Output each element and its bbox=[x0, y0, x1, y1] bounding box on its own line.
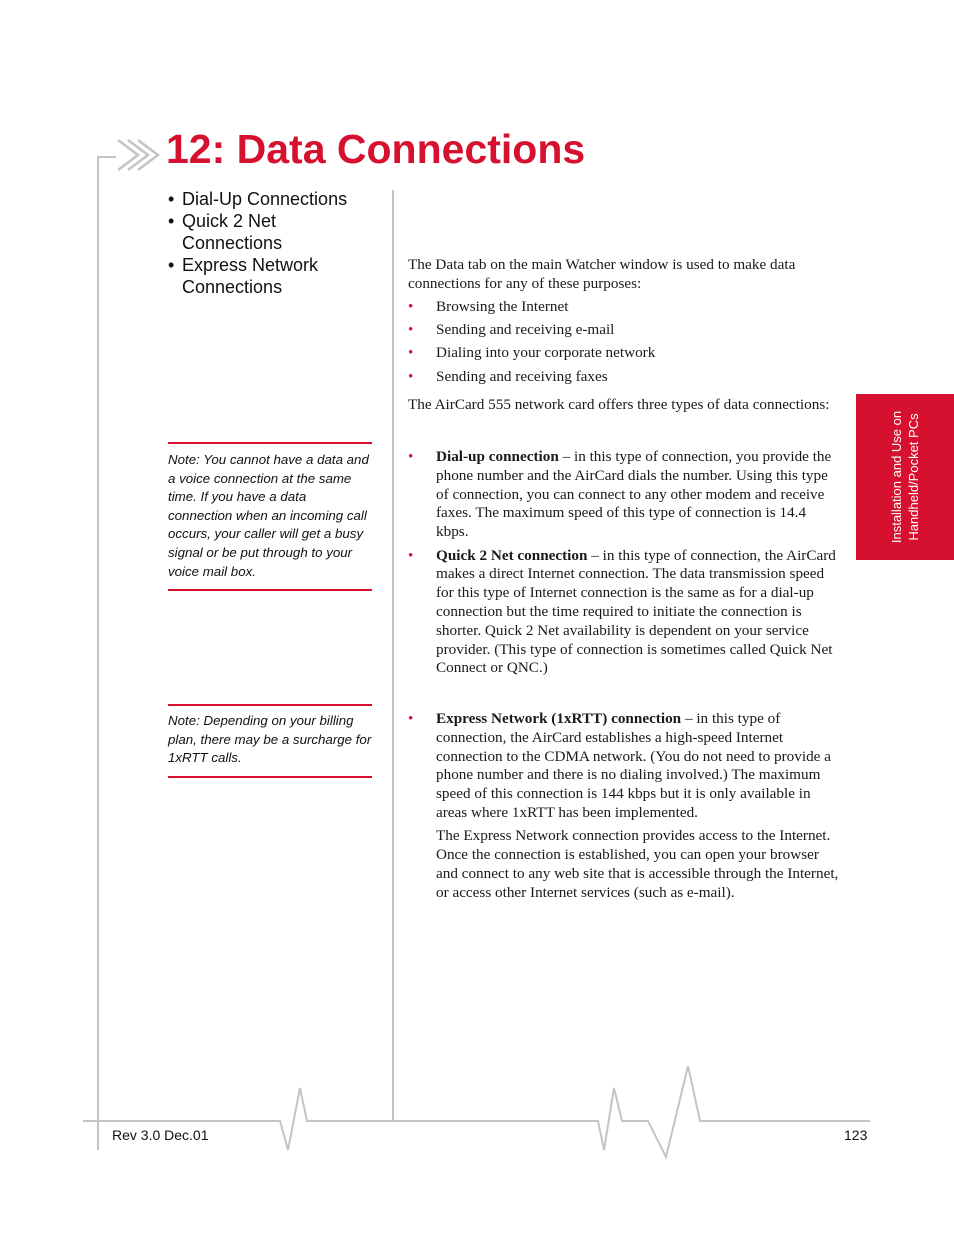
express-block bbox=[408, 710, 840, 903]
side-tab-line: Handheld/Pocket PCs bbox=[906, 413, 921, 541]
connection-type-item bbox=[408, 547, 840, 679]
footer-page-number: 123 bbox=[844, 1127, 868, 1143]
types-intro-paragraph: The AirCard 555 network card offers three types of data connections: bbox=[408, 396, 830, 413]
margin-note: Note: Depending on your billing plan, there may be a surcharge for 1xRTT calls. bbox=[168, 704, 372, 778]
heartbeat-line-icon bbox=[83, 1066, 870, 1157]
connection-type-term: Express Network (1xRTT) connection bbox=[436, 710, 682, 727]
purpose-item: • Browsing the Internet bbox=[408, 298, 840, 317]
section-side-tab bbox=[856, 394, 954, 560]
intro-block bbox=[408, 256, 840, 387]
connection-type-description: – in this type of connection, you provide the phone number and the AirCard dials the number. Using this type of connection, you can connect to any other modem and receive faxes. The maximum speed of this type of connection is 14.4 kbps. bbox=[436, 448, 832, 541]
chapter-toc bbox=[168, 188, 368, 298]
toc-item: • Quick 2 Net Connections bbox=[168, 210, 368, 254]
chevron-icon bbox=[118, 140, 158, 170]
toc-item: • Express Network Connections bbox=[168, 254, 368, 298]
footer-revision: Rev 3.0 Dec.01 bbox=[112, 1127, 209, 1143]
connection-type-term: Dial-up connection bbox=[436, 448, 559, 465]
connection-type-description: – in this type of connection, the AirCard makes a direct Internet connection. The data transmission speed for this type of Internet connection is the same as for a dial-up connection but the time required to initiate the connection is shorter. Quick 2 Net availability is dependent on your service provider. (This type of connection is sometimes called Quick Net Connect or QNC.) bbox=[436, 546, 836, 677]
margin-note: Note: You cannot have a data and a voice connection at the same time. If you have a data connection when an incoming call occurs, your caller will get a busy signal or be put through to your voice mail box. bbox=[168, 442, 372, 591]
connection-type-item bbox=[408, 710, 840, 823]
purpose-item: • Dialing into your corporate network bbox=[408, 344, 840, 363]
types-intro-block bbox=[408, 396, 840, 415]
toc-item: • Dial-Up Connections bbox=[168, 188, 368, 210]
purpose-item: • Sending and receiving faxes bbox=[408, 368, 840, 387]
connection-type-list bbox=[408, 710, 840, 823]
connection-type-description: – in this type of connection, the AirCard establishes a high-speed Internet connection to the CDMA network. (You do not need to provide a phone number and there is no dialing involved.) The maximum speed of this connection is 144 kbps but it is only available in areas where 1xRTT has been implemented. bbox=[436, 710, 831, 821]
chapter-title: 12: Data Connections bbox=[166, 126, 586, 172]
connection-type-item bbox=[408, 448, 840, 542]
purpose-list bbox=[408, 298, 840, 387]
left-margin-rule bbox=[98, 157, 116, 1150]
connection-type-list bbox=[408, 448, 840, 678]
purpose-item: • Sending and receiving e-mail bbox=[408, 321, 840, 340]
intro-paragraph: The Data tab on the main Watcher window is used to make data connections for any of these purposes: bbox=[408, 256, 796, 292]
express-followup-paragraph: The Express Network connection provides access to the Internet. Once the connection is established, you can open your browser and connect to any web site that is accessible through the Internet, or access other Internet services (such as e-mail). bbox=[436, 827, 839, 901]
side-tab-line: Installation and Use on bbox=[889, 410, 904, 544]
connection-type-term: Quick 2 Net connection bbox=[436, 546, 588, 564]
connection-types-block bbox=[408, 448, 840, 678]
